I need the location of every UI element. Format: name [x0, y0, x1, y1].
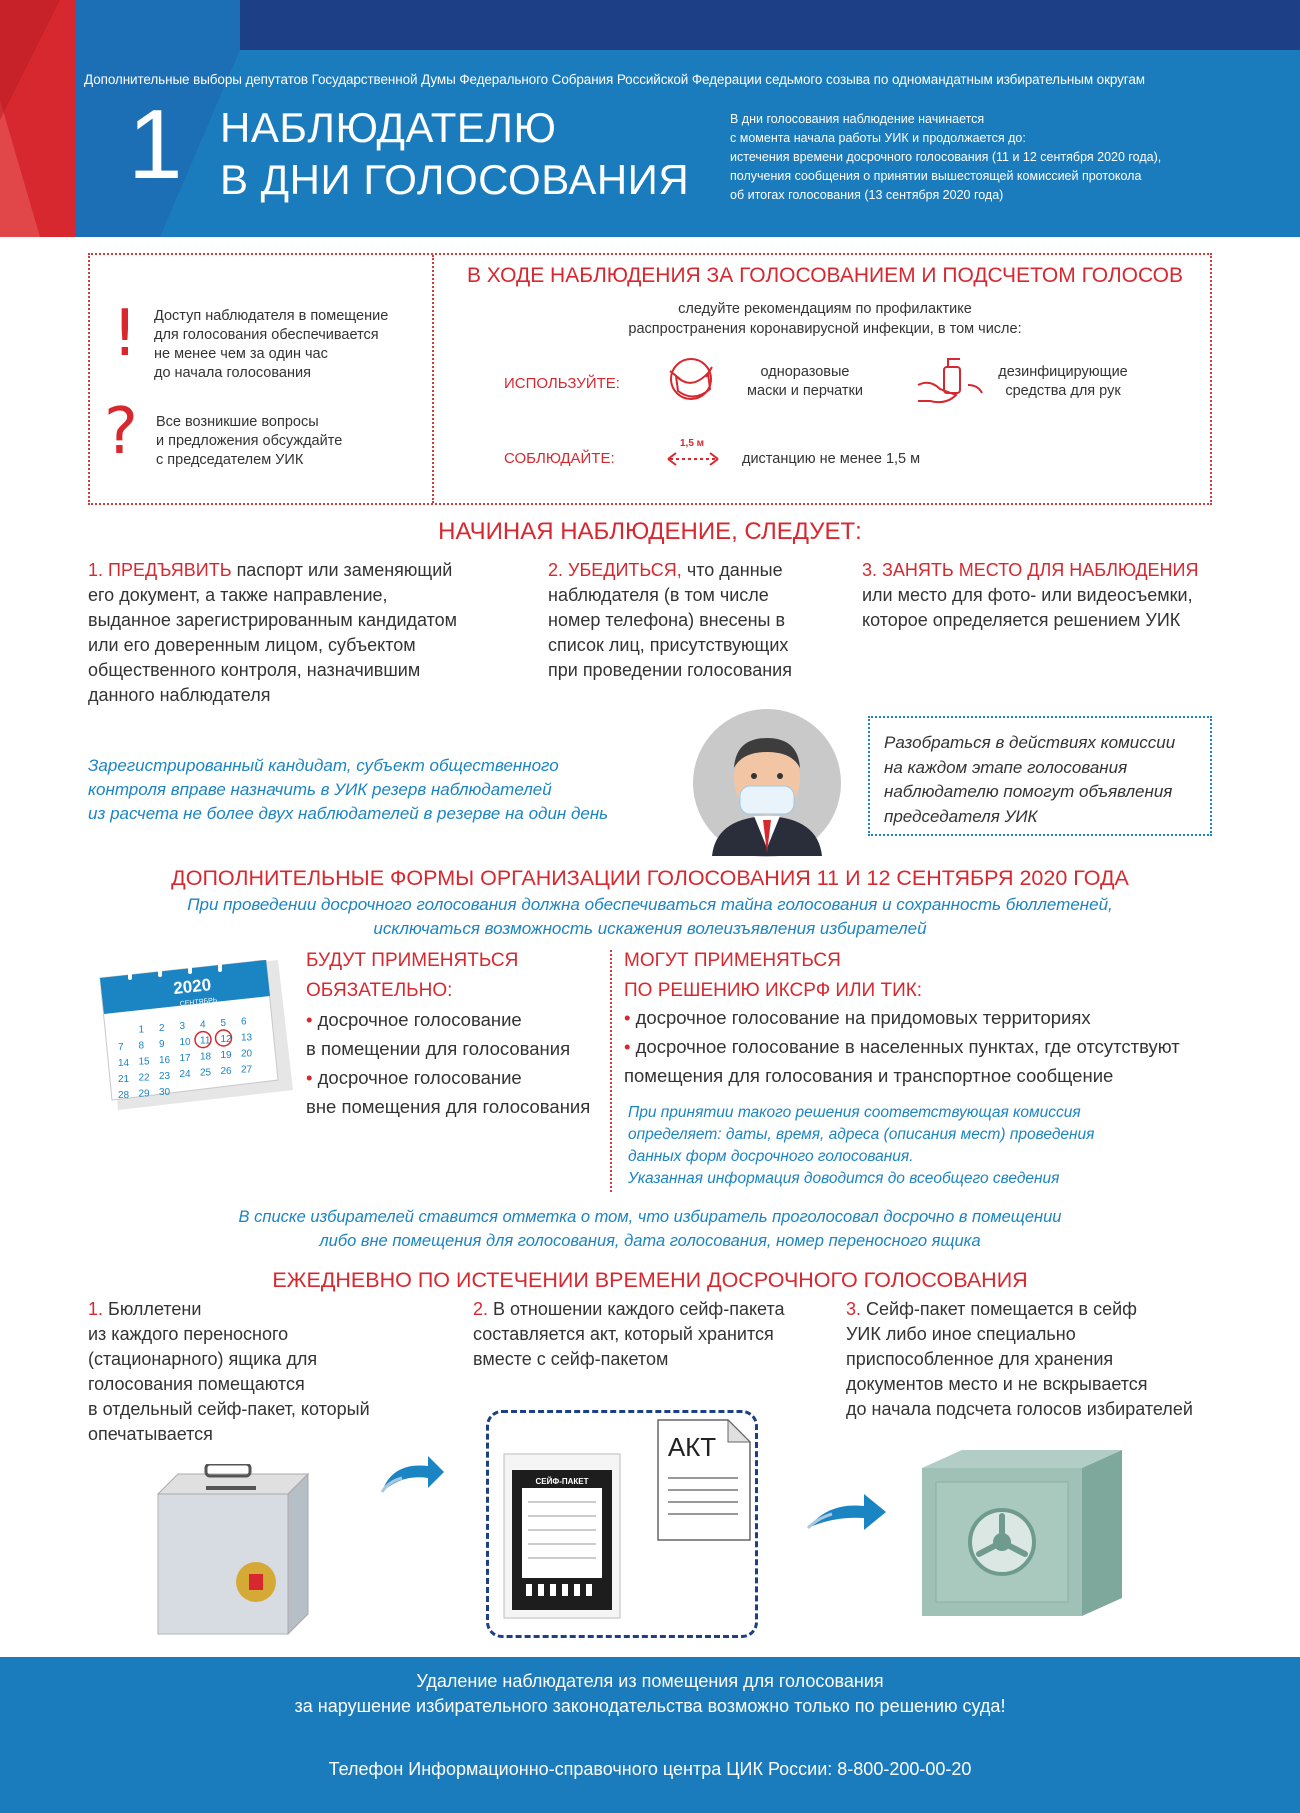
title-line-1: НАБЛЮДАТЕЛЮ: [220, 104, 557, 151]
text-line: МОГУТ ПРИМЕНЯТЬСЯ: [624, 950, 841, 971]
calendar-day: 10: [179, 1037, 191, 1049]
removal-warning-line-1: Удаление наблюдателя из помещения для голосования: [416, 1671, 884, 1691]
calendar-day: 24: [179, 1069, 191, 1081]
calendar-day: 14: [118, 1058, 130, 1069]
note-line: истечения времени досрочного голосования (11 и 12 сентября 2020 года),: [730, 150, 1162, 164]
arrow-icon: [378, 1452, 448, 1498]
questions-note: [156, 413, 342, 470]
calendar-day: 29: [138, 1088, 150, 1100]
text-line: наблюдателя (в том числе: [548, 585, 769, 605]
step-number: 2.: [473, 1299, 489, 1319]
text-line: определяет: даты, время, адреса (описания мест) проведения: [628, 1126, 1095, 1143]
text-line: маски и перчатки: [747, 383, 863, 399]
calendar-day: 3: [179, 1021, 186, 1033]
use-label: ИСПОЛЬЗУЙТЕ:: [504, 375, 620, 392]
text-line: паспорт или заменяющий: [231, 560, 453, 580]
calendar-day: 21: [118, 1074, 130, 1085]
text-line: исключаться возможность искажения волеизъявления избирателей: [373, 919, 927, 938]
calendar-day: 17: [179, 1053, 191, 1065]
distance-text: дистанцию не менее 1,5 м: [742, 451, 921, 467]
text-line: вне помещения для голосования: [306, 1096, 591, 1117]
optional-forms-list: [624, 1003, 1180, 1090]
act-document-illustration: [656, 1418, 752, 1542]
text-line: на каждом этапе голосования: [884, 757, 1128, 777]
step-heading: 2. УБЕДИТЬСЯ,: [548, 560, 682, 580]
text-line: из каждого переносного: [88, 1324, 289, 1344]
columns-divider: [610, 950, 612, 1192]
text-line: выданное зарегистрированным кандидатом: [88, 610, 458, 630]
list-item: • досрочное голосование в населенных пунктах, где отсутствуют: [624, 1036, 1180, 1057]
election-subtitle: Дополнительные выборы депутатов Государственной Думы Федерального Собрания Российской Федерации седьмого созыва по одномандатным избирательным округам: [84, 72, 1145, 87]
covid-section: [88, 253, 1212, 505]
exclamation-icon: !: [112, 297, 138, 371]
text-line: в отдельный сейф-пакет, который: [88, 1399, 370, 1419]
list-item: • досрочное голосование: [306, 1009, 522, 1030]
text-line: составляется акт, который хранится: [473, 1324, 774, 1344]
calendar-day: 9: [159, 1038, 165, 1050]
step-take-place: [862, 558, 1262, 633]
list-item: • досрочное голосование на придомовых территориях: [624, 1007, 1091, 1028]
calendar-day: 12: [220, 1034, 232, 1045]
calendar-day: 4: [200, 1019, 206, 1031]
mandatory-forms-list: [306, 1005, 590, 1121]
text-line: или его доверенным лицом, субъектом: [88, 635, 416, 655]
sanitizer-text: [968, 363, 1158, 401]
text-line: досрочное голосование на придомовых территориях: [635, 1007, 1091, 1028]
text-line: Доступ наблюдателя в помещение: [154, 308, 389, 324]
calendar-day: 7: [118, 1042, 124, 1053]
covid-title: В ХОДЕ НАБЛЮДЕНИЯ ЗА ГОЛОСОВАНИЕМ И ПОДСЧЕТОМ ГОЛОСОВ: [466, 264, 1184, 287]
text-line: дезинфицирующие: [998, 364, 1128, 380]
text-line: средства для рук: [1005, 383, 1121, 399]
text-line: Сейф-пакет помещается в сейф: [861, 1299, 1137, 1319]
step-act-drawn-up: [473, 1297, 813, 1372]
text-line: Указанная информация доводится до всеобщего сведения: [628, 1170, 1060, 1187]
text-line: досрочное голосование в населенных пунктах, где отсутствуют: [635, 1036, 1180, 1057]
text-line: одноразовые: [760, 364, 850, 380]
distance-icon-label: 1,5 м: [680, 438, 705, 449]
text-line: ОБЯЗАТЕЛЬНО:: [306, 980, 453, 1001]
text-line: не менее чем за один час: [154, 346, 328, 362]
text-line: опечатывается: [88, 1424, 213, 1444]
text-line: с председателем УИК: [156, 452, 304, 468]
step-packet-to-safe: [846, 1297, 1226, 1422]
calendar-year: 2020: [172, 975, 213, 998]
start-observation-title: НАЧИНАЯ НАБЛЮДЕНИЕ, СЛЕДУЕТ:: [438, 518, 862, 545]
covid-subtitle: [455, 299, 1195, 339]
calendar-month: СЕНТЯБРЬ: [179, 997, 218, 1008]
calendar-day: 8: [138, 1040, 145, 1052]
step-ballots-to-packet: [88, 1297, 428, 1447]
voter-list-mark-note: [0, 1205, 1300, 1253]
calendar-day: 6: [241, 1016, 247, 1028]
text-line: БУДУТ ПРИМЕНЯТЬСЯ: [306, 950, 519, 971]
text-line: УИК либо иное специально: [846, 1324, 1076, 1344]
safe-packet-illustration: [502, 1452, 622, 1620]
text-line: Бюллетени: [103, 1299, 202, 1319]
text-line: до начала голосования: [154, 365, 311, 381]
commission-chairman-illustration: [692, 708, 842, 858]
calendar-day: 2: [159, 1022, 165, 1034]
text-line: документов место и не вскрывается: [846, 1374, 1148, 1394]
text-line: В отношении каждого сейф-пакета: [488, 1299, 785, 1319]
calendar-day: 11: [200, 1035, 211, 1047]
mask-icon: [666, 351, 720, 407]
hotline-phone: Телефон Информационно-справочного центра ЦИК России: 8-800-200-00-20: [328, 1759, 972, 1779]
text-line: При принятии такого решения соответствующая комиссия: [628, 1104, 1081, 1121]
access-note: [154, 307, 388, 383]
text-line: номер телефона) внесены в: [548, 610, 786, 630]
text-line: общественного контроля, назначившим: [88, 660, 421, 680]
question-icon: ?: [104, 395, 138, 469]
text-line: досрочное голосование: [317, 1067, 522, 1088]
step-heading: 1. ПРЕДЪЯВИТЬ: [88, 560, 232, 580]
text-line: при проведении голосования: [548, 660, 792, 680]
optional-forms-heading: [624, 946, 922, 1006]
text-line: наблюдателю помогут объявления: [884, 782, 1173, 801]
text-line: что данные: [681, 560, 783, 580]
keep-label: СОБЛЮДАЙТЕ:: [504, 450, 615, 467]
text-line: приспособленное для хранения: [846, 1349, 1114, 1369]
step-number: 3.: [846, 1299, 862, 1319]
safe-illustration: [912, 1448, 1132, 1620]
daily-procedure-title: ЕЖЕДНЕВНО ПО ИСТЕЧЕНИИ ВРЕМЕНИ ДОСРОЧНОГО ГОЛОСОВАНИЯ: [272, 1268, 1028, 1292]
text-line: следуйте рекомендациям по профилактике: [678, 301, 972, 317]
text-line: Разобраться в действиях комиссии: [884, 733, 1176, 752]
footer-banner: [0, 1657, 1300, 1813]
step-number: 1.: [88, 1299, 104, 1319]
text-line: которое определяется решением УИК: [862, 610, 1181, 630]
text-line: При проведении досрочного голосования должна обеспечиваться тайна голосования и сохранность бюллетеней,: [187, 895, 1113, 914]
text-line: из расчета не более двух наблюдателей в резерве на один день: [88, 804, 609, 823]
calendar-day: 27: [241, 1064, 253, 1076]
text-line: досрочное голосование: [317, 1009, 522, 1030]
calendar-day: 13: [241, 1032, 253, 1044]
note-line: В дни голосования наблюдение начинается: [730, 112, 985, 126]
text-line: В списке избирателей ставится отметка о том, что избиратель проголосовал досрочно в помещении: [238, 1208, 1062, 1226]
calendar-illustration: [88, 960, 298, 1120]
masks-text: [730, 363, 880, 401]
calendar-day: 15: [138, 1056, 150, 1068]
note-line: об итогах голосования (13 сентября 2020 года): [730, 188, 1004, 202]
calendar-day: 19: [220, 1050, 232, 1061]
text-line: либо вне помещения для голосования, дата голосования, номер переносного ящика: [319, 1232, 981, 1250]
note-line: получения сообщения о принятии вышестоящей комиссией протокола: [730, 169, 1142, 183]
list-item: • досрочное голосование: [306, 1067, 522, 1088]
additional-forms-title: ДОПОЛНИТЕЛЬНЫЕ ФОРМЫ ОРГАНИЗАЦИИ ГОЛОСОВАНИЯ 11 И 12 СЕНТЯБРЯ 2020 ГОДА: [171, 866, 1129, 890]
note-line: с момента начала работы УИК и продолжается до:: [730, 131, 1026, 145]
title-line-2: В ДНИ ГОЛОСОВАНИЯ: [220, 156, 690, 203]
text-line: ПО РЕШЕНИЮ ИКСРФ ИЛИ ТИК:: [624, 980, 923, 1001]
text-line: для голосования обеспечивается: [154, 327, 379, 343]
poster-number: 1: [128, 89, 183, 199]
act-label: АКТ: [667, 1432, 717, 1462]
calendar-day: 23: [159, 1070, 171, 1082]
removal-warning-line-2: за нарушение избирательного законодательства возможно только по решению суда!: [294, 1696, 1006, 1716]
text-line: вместе с сейф-пакетом: [473, 1349, 669, 1369]
reserve-observers-note: [88, 754, 608, 826]
text-line: до начала подсчета голосов избирателей: [846, 1399, 1193, 1419]
distance-arrow-icon: [666, 451, 720, 467]
step-verify-data: [548, 558, 848, 683]
text-line: (стационарного) ящика для: [88, 1349, 318, 1369]
text-line: список лиц, присутствующих: [548, 635, 789, 655]
section-divider: [432, 255, 434, 503]
arrow-icon: [804, 1488, 890, 1538]
calendar-day: 22: [138, 1072, 150, 1084]
header-top-band: [240, 0, 1300, 50]
commission-decision-note: [628, 1102, 1094, 1190]
chairman-announcements-callout: [868, 716, 1212, 836]
text-line: и предложения обсуждайте: [156, 433, 343, 449]
text-line: его документ, а также направление,: [88, 585, 388, 605]
calendar-day: 5: [220, 1018, 227, 1029]
step-heading: 3. ЗАНЯТЬ МЕСТО ДЛЯ НАБЛЮДЕНИЯ: [862, 560, 1199, 580]
text-line: распространения коронавирусной инфекции, в том числе:: [628, 321, 1022, 337]
calendar-day: 30: [159, 1086, 171, 1098]
mandatory-forms-heading: [306, 946, 518, 1006]
calendar-day: 18: [200, 1051, 212, 1063]
header-note: [730, 110, 1250, 205]
calendar-day: 26: [220, 1066, 232, 1077]
calendar-day: 16: [159, 1054, 171, 1066]
additional-forms-subtitle: [0, 893, 1300, 941]
text-line: Зарегистрированный кандидат, субъект общественного: [88, 756, 559, 775]
safe-packet-label: СЕЙФ-ПАКЕТ: [535, 1477, 589, 1486]
text-line: данного наблюдателя: [88, 685, 271, 705]
text-line: голосования помещаются: [88, 1374, 305, 1394]
text-line: Все возникшие вопросы: [156, 414, 319, 430]
text-line: или место для фото- или видеосъемки,: [862, 585, 1193, 605]
text-line: председателя УИК: [884, 806, 1038, 826]
header-banner: [0, 0, 1300, 237]
calendar-day: 28: [118, 1090, 130, 1101]
ballot-box-illustration: [138, 1464, 318, 1644]
calendar-day: 25: [200, 1067, 212, 1079]
text-line: контроля вправе назначить в УИК резерв наблюдателей: [88, 780, 552, 799]
calendar-day: 20: [241, 1048, 253, 1060]
text-line: помещения для голосования и транспортное сообщение: [624, 1065, 1114, 1086]
poster-title: [220, 102, 689, 206]
step-present-documents: [88, 558, 528, 708]
text-line: данных форм досрочного голосования.: [628, 1148, 914, 1165]
calendar-day: 1: [138, 1024, 145, 1036]
text-line: в помещении для голосования: [306, 1038, 571, 1059]
